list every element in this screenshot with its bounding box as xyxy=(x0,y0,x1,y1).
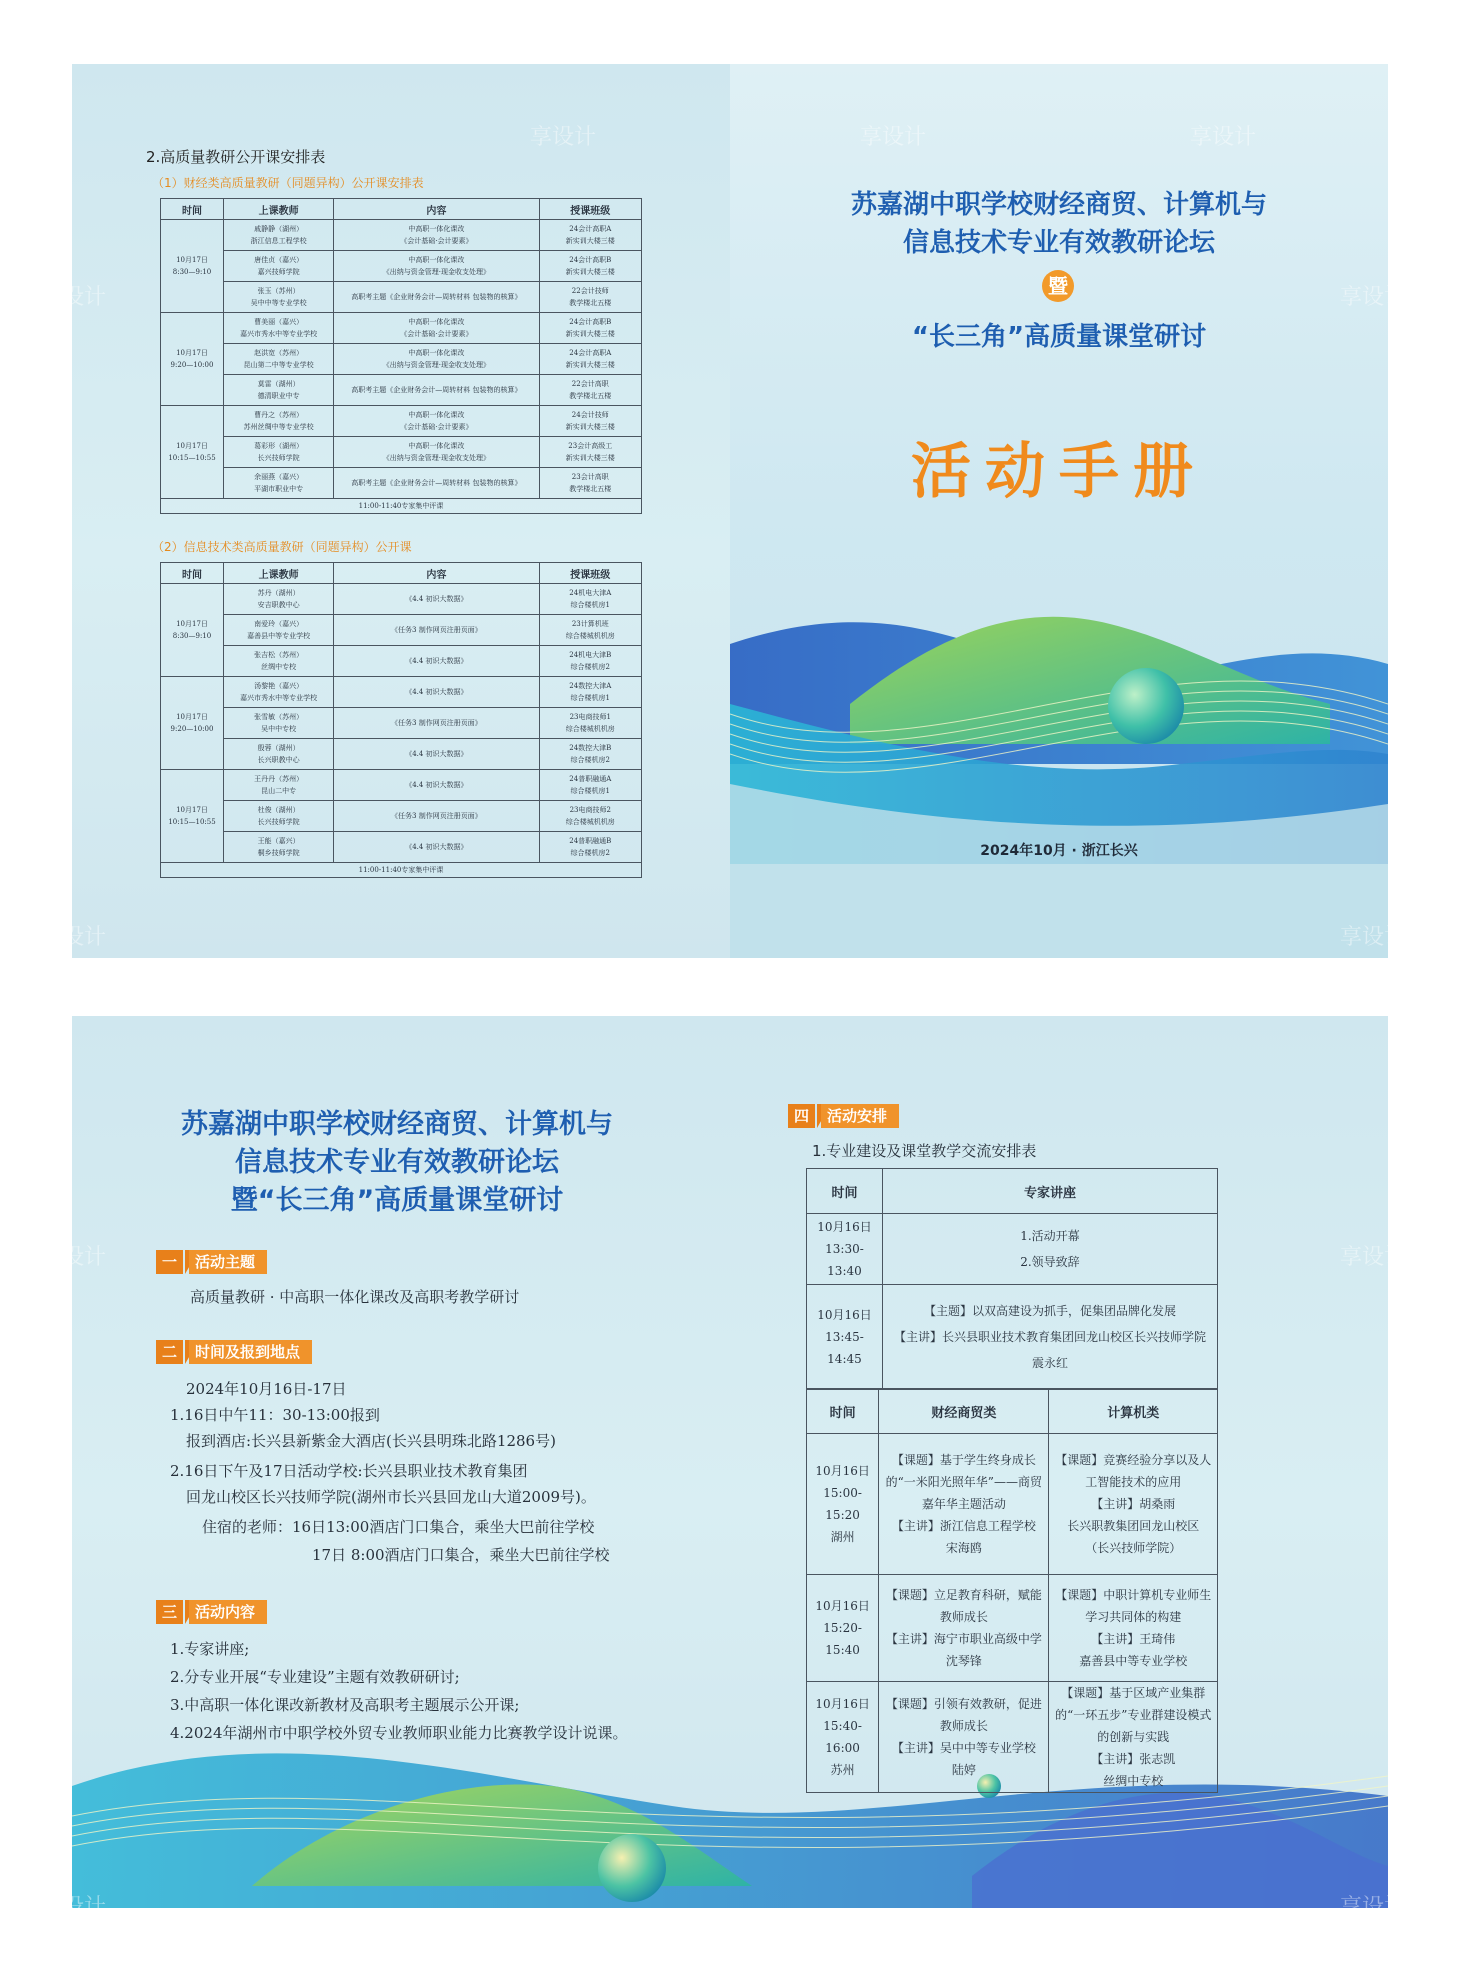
content-cell: 高职考主题《企业财务会计—周转材料 包装物的核算》 xyxy=(334,468,539,499)
footer-cell: 11:00-11:40专家集中评课 xyxy=(161,863,642,878)
top-left-panel xyxy=(72,64,730,958)
class-cell: 24会计高职B 新实训大楼三楼 xyxy=(539,251,641,282)
table-header-row xyxy=(807,1169,1218,1214)
cover-title-line1: 苏嘉湖中职学校财经商贸、计算机与 xyxy=(850,190,1267,220)
content-cell: 中高职一体化课改 《出纳与资金管理·现金收支处理》 xyxy=(334,344,539,375)
time-line-3: 报到酒店:长兴县新紫金大酒店(长兴县明珠北路1286号) xyxy=(186,1432,556,1450)
content-cell: 《4.4 初识大数据》 xyxy=(334,832,539,863)
it-open-class-table xyxy=(160,562,642,878)
watermark-7: 享设计 xyxy=(1340,925,1407,950)
teacher-cell: 曹丹之（苏州） 苏州丝绸中等专业学校 xyxy=(224,406,334,437)
table-header-row xyxy=(161,563,642,584)
time-line-1: 2024年10月16日-17日 xyxy=(186,1380,347,1398)
teacher-cell: 曹美丽（嘉兴） 嘉兴市秀水中等专业学校 xyxy=(224,313,334,344)
watermark-1: 享设计 xyxy=(530,125,597,150)
section-tag-time-place: 二 时间及报到地点 xyxy=(156,1340,312,1364)
time-line-6: 住宿的老师：16日13:00酒店门口集合，乘坐大巴前往学校 xyxy=(202,1518,595,1536)
column-header: 授课班级 xyxy=(539,199,641,220)
section-tag-schedule: 四 活动安排 xyxy=(788,1104,899,1128)
class-cell: 24会计高职A 新实训大楼三楼 xyxy=(539,220,641,251)
content-cell: 《4.4 初识大数据》 xyxy=(334,584,539,615)
content-line-4: 4.2024年湖州市中职学校外贸专业教师职业能力比赛教学设计说课。 xyxy=(170,1724,628,1742)
table-row xyxy=(161,220,642,251)
time-cell: 10月17日 8:30—9:10 xyxy=(161,584,224,677)
table-row xyxy=(161,344,642,375)
schedule-heading: 1.专业建设及课堂教学交流安排表 xyxy=(812,1142,1037,1160)
column-header: 上课教师 xyxy=(224,199,334,220)
bottom-title-line1: 苏嘉湖中职学校财经商贸、计算机与 xyxy=(181,1109,613,1140)
table-row xyxy=(161,801,642,832)
teacher-cell: 杜俊（湖州） 长兴技师学院 xyxy=(224,801,334,832)
teacher-cell: 南爱玲（嘉兴） 嘉善县中等专业学校 xyxy=(224,615,334,646)
content-cell: 《4.4 初识大数据》 xyxy=(334,677,539,708)
finance-lecture-cell: 【课题】基于学生终身成长的“一米阳光照年华”——商贸嘉年华主题活动 【主讲】浙江信息工程学校 宋海鸥 xyxy=(879,1434,1049,1575)
column-header: 内容 xyxy=(334,563,539,584)
time-cell: 10月16日 15:20-15:40 xyxy=(807,1575,879,1682)
lecture-cell: 1.活动开幕 2.领导致辞 xyxy=(882,1214,1217,1285)
finance-lecture-cell: 【课题】立足教育科研，赋能教师成长 【主讲】海宁市职业高级中学 沈琴锋 xyxy=(879,1575,1049,1682)
table-row xyxy=(161,375,642,406)
column-header: 时间 xyxy=(161,199,224,220)
table-row xyxy=(161,251,642,282)
column-header: 计算机类 xyxy=(1049,1389,1218,1434)
content-cell: 高职考主题《企业财务会计—周转材料 包装物的核算》 xyxy=(334,282,539,313)
watermark-8: 享设计 xyxy=(40,1245,107,1270)
table-row xyxy=(161,739,642,770)
time-line-4: 2.16日下午及17日活动学校:长兴县职业技术教育集团 xyxy=(170,1462,528,1480)
teacher-cell: 张吉松（苏州） 丝绸中专校 xyxy=(224,646,334,677)
cover-title-line2: 信息技术专业有效教研论坛 xyxy=(902,228,1215,258)
table-row xyxy=(161,313,642,344)
content-line-1: 1.专家讲座; xyxy=(170,1640,250,1658)
teacher-cell: 张雪敏（苏州） 吴中中专校 xyxy=(224,708,334,739)
table-row xyxy=(161,282,642,313)
class-cell: 24数控大津A 综合楼机房1 xyxy=(539,677,641,708)
column-header: 时间 xyxy=(161,563,224,584)
time-cell: 10月16日 13:45-14:45 xyxy=(807,1285,883,1390)
table-row xyxy=(161,770,642,801)
time-cell: 10月17日 8:30—9:10 xyxy=(161,220,224,313)
cover-panel xyxy=(730,64,1388,958)
footer-cell: 11:00-11:40专家集中评课 xyxy=(161,499,642,514)
watermark-11: 享设计 xyxy=(1340,1895,1407,1920)
content-line-3: 3.中高职一体化课改新教材及高职考主题展示公开课; xyxy=(170,1696,520,1714)
column-header: 时间 xyxy=(807,1169,883,1214)
table-row xyxy=(161,584,642,615)
table-footer-row xyxy=(161,499,642,514)
bottom-title-line2: 信息技术专业有效教研论坛 xyxy=(235,1147,559,1178)
column-header: 时间 xyxy=(807,1389,879,1434)
table-row xyxy=(161,468,642,499)
class-cell: 23电商技师1 综合楼城机机房 xyxy=(539,708,641,739)
class-cell: 22会计高职 教学楼北五楼 xyxy=(539,375,641,406)
table-row xyxy=(161,646,642,677)
cover-handbook-title: 活动手册 xyxy=(911,437,1207,507)
teacher-cell: 余丽燕（嘉兴） 平湖市职业中专 xyxy=(224,468,334,499)
time-cell: 10月17日 10:15—10:55 xyxy=(161,770,224,863)
teacher-cell: 赵洪宽（苏州） 昆山第二中等专业学校 xyxy=(224,344,334,375)
table-row xyxy=(807,1575,1218,1682)
lecture-cell: 【主题】以双高建设为抓手，促集团品牌化发展 【主讲】长兴县职业技术教育集团回龙山校区长兴技师学院 震永红 xyxy=(882,1285,1217,1390)
watermark-2: 享设计 xyxy=(860,125,927,150)
time-line-7: 17日 8:00酒店门口集合，乘坐大巴前往学校 xyxy=(312,1546,610,1564)
finance-lecture-cell: 【课题】引领有效教研，促进教师成长 【主讲】吴中中等专业学校 陆婷 xyxy=(879,1682,1049,1793)
watermark-10: 享设计 xyxy=(40,1895,107,1920)
column-header: 上课教师 xyxy=(224,563,334,584)
table-header-row xyxy=(807,1389,1218,1434)
time-line-2: 1.16日中午11：30-13:00报到 xyxy=(170,1406,380,1424)
class-cell: 24普职融通B 综合楼机房2 xyxy=(539,832,641,863)
content-line-2: 2.分专业开展“专业建设”主题有效教研研讨; xyxy=(170,1668,460,1686)
table-row xyxy=(161,406,642,437)
section-tag-content: 三 活动内容 xyxy=(156,1600,267,1624)
class-cell: 24普职融通A 综合楼机房1 xyxy=(539,770,641,801)
content-cell: 《任务3 制作网页注册页面》 xyxy=(334,708,539,739)
table-row xyxy=(161,708,642,739)
class-cell: 22会计技师 教学楼北五楼 xyxy=(539,282,641,313)
computer-lecture-cell: 【课题】中职计算机专业师生学习共同体的构建 【主讲】王琦伟 嘉善县中等专业学校 xyxy=(1049,1575,1218,1682)
content-cell: 《4.4 初识大数据》 xyxy=(334,739,539,770)
time-cell: 10月16日 13:30-13:40 xyxy=(807,1214,883,1285)
table-header-row xyxy=(161,199,642,220)
cover-title-line3: “长三角”高质量课堂研讨 xyxy=(911,322,1207,352)
watermark-5: 享设计 xyxy=(1340,285,1407,310)
table-row xyxy=(161,832,642,863)
column-header: 专家讲座 xyxy=(882,1169,1217,1214)
content-cell: 中高职一体化课改 《出纳与资金管理·现金收支处理》 xyxy=(334,437,539,468)
class-cell: 24会计高职B 新实训大楼三楼 xyxy=(539,313,641,344)
content-cell: 《任务3 制作网页注册页面》 xyxy=(334,615,539,646)
table-row xyxy=(161,677,642,708)
class-cell: 23电商技师2 综合楼城机机房 xyxy=(539,801,641,832)
table-row xyxy=(161,437,642,468)
content-cell: 中高职一体化课改 《出纳与资金管理·现金收支处理》 xyxy=(334,251,539,282)
teacher-cell: 殷蓉（湖州） 长兴职教中心 xyxy=(224,739,334,770)
bottom-title-line3: 暨“长三角”高质量课堂研讨 xyxy=(230,1185,564,1216)
finance-open-class-table xyxy=(160,198,642,514)
column-header: 财经商贸类 xyxy=(879,1389,1049,1434)
time-cell: 10月17日 10:15—10:55 xyxy=(161,406,224,499)
content-cell: 中高职一体化课改 《会计基础·会计要素》 xyxy=(334,406,539,437)
column-header: 内容 xyxy=(334,199,539,220)
teacher-cell: 王丹丹（苏州） 昆山二中专 xyxy=(224,770,334,801)
content-cell: 《任务3 制作网页注册页面》 xyxy=(334,801,539,832)
content-cell: 中高职一体化课改 《会计基础·会计要素》 xyxy=(334,313,539,344)
time-line-5: 回龙山校区长兴技师学院(湖州市长兴县回龙山大道2009号)。 xyxy=(186,1488,596,1506)
open-class-heading: 2.高质量教研公开课安排表 xyxy=(146,148,326,166)
computer-lecture-cell: 【课题】竞赛经验分享以及人工智能技术的应用 【主讲】胡桑雨 长兴职教集团回龙山校区 （长兴技师学院） xyxy=(1049,1434,1218,1575)
teacher-cell: 莫雷（湖州） 德清职业中专 xyxy=(224,375,334,406)
time-cell: 10月17日 9:20—10:00 xyxy=(161,677,224,770)
table-row xyxy=(161,615,642,646)
bottom-panel xyxy=(72,1016,1388,1908)
class-cell: 24会计高职A 新实训大楼三楼 xyxy=(539,344,641,375)
track-lecture-table xyxy=(806,1388,1218,1793)
teacher-cell: 葛彩形（湖州） 长兴技师学院 xyxy=(224,437,334,468)
teacher-cell: 苏丹（湖州） 安吉职教中心 xyxy=(224,584,334,615)
teacher-cell: 王能（嘉兴） 桐乡技师学院 xyxy=(224,832,334,863)
teacher-cell: 张玉（苏州） 吴中中等专业学校 xyxy=(224,282,334,313)
cover-date-place: 2024年10月 · 浙江长兴 xyxy=(980,843,1138,859)
class-cell: 24数控大津B 综合楼机房2 xyxy=(539,739,641,770)
class-cell: 23会计高职 教学楼北五楼 xyxy=(539,468,641,499)
table-row xyxy=(807,1214,1218,1285)
class-cell: 23会计高级工 新实训大楼三楼 xyxy=(539,437,641,468)
theme-text: 高质量教研 · 中高职一体化课改及高职考教学研讨 xyxy=(190,1288,520,1306)
watermark-6: 享设计 xyxy=(40,925,107,950)
time-cell: 10月16日 15:00-15:20 湖州 xyxy=(807,1434,879,1575)
content-cell: 高职考主题《企业财务会计—周转材料 包装物的核算》 xyxy=(334,375,539,406)
teacher-cell: 唐佳贞（嘉兴） 嘉兴技师学院 xyxy=(224,251,334,282)
content-cell: 《4.4 初识大数据》 xyxy=(334,646,539,677)
expert-lecture-table xyxy=(806,1168,1218,1390)
class-cell: 24会计技师 新实训大楼三楼 xyxy=(539,406,641,437)
column-header: 授课班级 xyxy=(539,563,641,584)
it-table-title: （2）信息技术类高质量教研（同题异构）公开课 xyxy=(152,540,412,554)
table-row xyxy=(807,1682,1218,1793)
teacher-cell: 汤黎艳（嘉兴） 嘉兴市秀水中等专业学校 xyxy=(224,677,334,708)
computer-lecture-cell: 【课题】基于区域产业集群的“一环五步”专业群建设模式的创新与实践 【主讲】张志凯 丝绸中专校 xyxy=(1049,1682,1218,1793)
table-row xyxy=(807,1434,1218,1575)
time-cell: 10月17日 9:20—10:00 xyxy=(161,313,224,406)
content-cell: 中高职一体化课改 《会计基础·会计要素》 xyxy=(334,220,539,251)
teacher-cell: 戚静静（湖州） 浙江信息工程学校 xyxy=(224,220,334,251)
section-tag-theme: 一 活动主题 xyxy=(156,1250,267,1274)
watermark-9: 享设计 xyxy=(1340,1245,1407,1270)
watermark-4: 享设计 xyxy=(40,285,107,310)
watermark-3: 享设计 xyxy=(1190,125,1257,150)
class-cell: 24机电大津A 综合楼机房1 xyxy=(539,584,641,615)
class-cell: 24机电大津B 综合楼机房2 xyxy=(539,646,641,677)
content-cell: 《4.4 初识大数据》 xyxy=(334,770,539,801)
time-cell: 10月16日 15:40-16:00 苏州 xyxy=(807,1682,879,1793)
finance-table-title: （1）财经类高质量教研（同题异构）公开课安排表 xyxy=(152,176,424,190)
cover-ji-badge: 暨 xyxy=(1042,270,1074,302)
table-row xyxy=(807,1285,1218,1390)
class-cell: 23计算机班 综合楼城机机房 xyxy=(539,615,641,646)
table-footer-row xyxy=(161,863,642,878)
